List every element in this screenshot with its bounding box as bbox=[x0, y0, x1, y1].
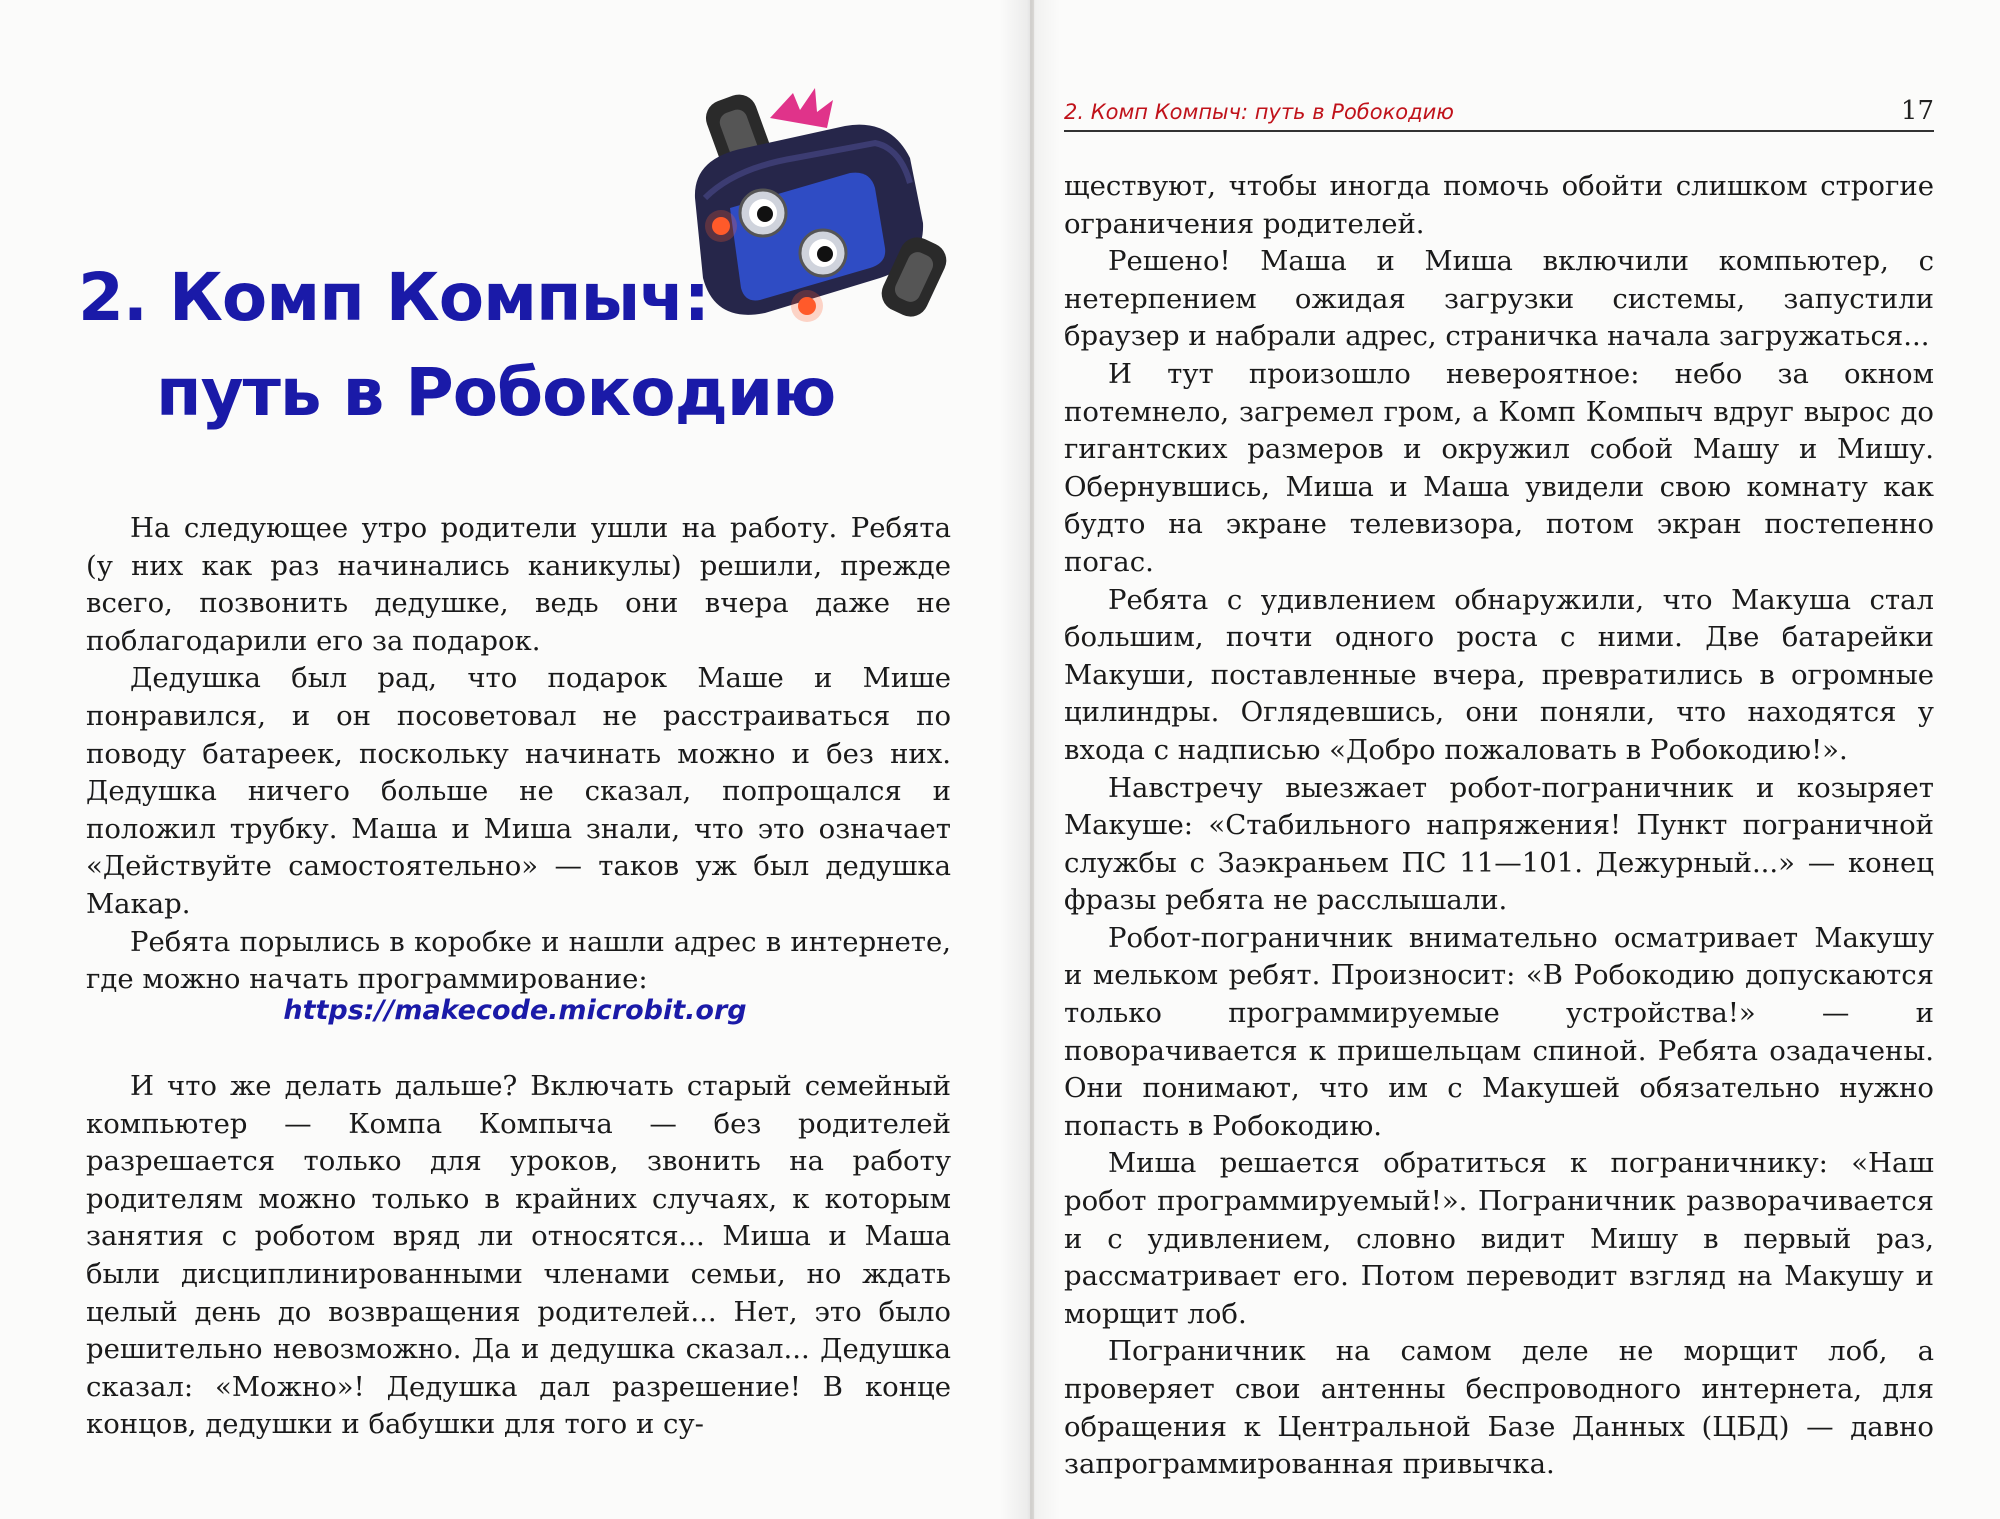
chapter-title-line1: 2. Комп Компыч: bbox=[78, 259, 710, 336]
page-number: 17 bbox=[1900, 96, 1934, 126]
paragraph: Ребята с удивлением обнаружили, что Макуша стал большим, почти одного роста с ними. Две батарейки Макуши, поставленные вчера, превратились в огромные цилиндры. Оглядевшись, они поняли, что находятся у входа с надписью «Добро пожаловать в Робокодию!». bbox=[1064, 583, 1934, 766]
paragraph: Ребята порылись в коробке и нашли адрес в интернете, где можно начать программирование: bbox=[86, 925, 951, 996]
paragraph: Навстречу выезжает робот-пограничник и козыряет Макуше: «Стабильного напряжения! Пункт пограничной службы с Заэкраньем ПС 11—101. Дежурный...» — конец фразы ребята не расслышали. bbox=[1064, 771, 1934, 917]
chapter-title bbox=[78, 250, 838, 440]
paragraph: Робот-пограничник внимательно осматривает Макушу и мельком ребят. Произносит: «В Робокодию допускаются только программируемые устройства!» — и поворачивается к пришельцам спиной. Ребята озадачены. Они понимают, что им с Макушей обязательно нужно попасть в Робокодию. bbox=[1064, 921, 1934, 1142]
paragraph: Пограничник на самом деле не морщит лоб, а проверяет свои антенны беспроводного интернета, для обращения к Центральной Базе Данных (ЦБД) — давно запрограммированная привычка. bbox=[1064, 1335, 1934, 1481]
left-text-block-top bbox=[86, 510, 951, 999]
running-head bbox=[1064, 88, 1934, 132]
robot-crest bbox=[770, 88, 833, 128]
right-text-block bbox=[1064, 168, 1934, 1484]
running-head-title: 2. Комп Компыч: путь в Робокодию bbox=[1064, 100, 1454, 124]
makecode-url-link[interactable]: https://makecode.microbit.org bbox=[283, 995, 747, 1026]
paragraph: И тут произошло невероятное: небо за окном потемнело, загремел гром, а Комп Компыч вдруг вырос до гигантских размеров и окружил собой Машу и Мишу. Обернувшись, Миша и Маша увидели свою комнату как будто на экране телевизора, потом экран постепенно погас. bbox=[1064, 357, 1934, 578]
paragraph-continuation: ществуют, чтобы иногда помочь обойти слишком строгие ограничения родителей. bbox=[1064, 170, 1934, 240]
paragraph: Дедушка был рад, что подарок Маше и Мише понравился, и он посоветовал не расстраиваться по поводу батареек, поскольку начинать можно и без них. Дедушка ничего больше не сказал, попрощался и положил трубку. Маша и Миша знали, что это означает «Действуйте самостоятельно» — таков уж был дедушка Макар. bbox=[86, 662, 951, 920]
left-text-block-bottom bbox=[86, 1068, 951, 1444]
paragraph: И что же делать дальше? Включать старый семейный компьютер — Компа Компыча — без родителей разрешается только для уроков, звонить на работу родителям можно только в крайних случаях, к которым занятия с роботом вряд ли относятся... Миша и Маша были дисциплинированными членами семьи, но ждать целый день до возвращения родителей... Нет, это было решительно невозможно. Да и дедушка сказал... Дедушка сказал: «Можно»! Дедушка дал разрешение! В конце концов, дедушки и бабушки для того и су- bbox=[86, 1070, 951, 1441]
paragraph: На следующее утро родители ушли на работу. Ребята (у них как раз начинались каникулы) решили, прежде всего, позвонить дедушке, ведь они вчера даже не поблагодарили его за подарок. bbox=[86, 512, 951, 657]
right-page bbox=[1034, 0, 2000, 1519]
paragraph: Решено! Маша и Миша включили компьютер, с нетерпением ожидая загрузки системы, запустили браузер и набрали адрес, страничка начала загружаться... bbox=[1064, 245, 1934, 353]
paragraph: Миша решается обратиться к пограничнику: «Наш робот программируемый!». Пограничник разворачивается и с удивлением, словно видит Мишу в первый раз, рассматривает его. Потом переводит взгляд на Макушу и морщит лоб. bbox=[1064, 1147, 1934, 1330]
chapter-title-line2: путь в Робокодию bbox=[156, 354, 836, 431]
